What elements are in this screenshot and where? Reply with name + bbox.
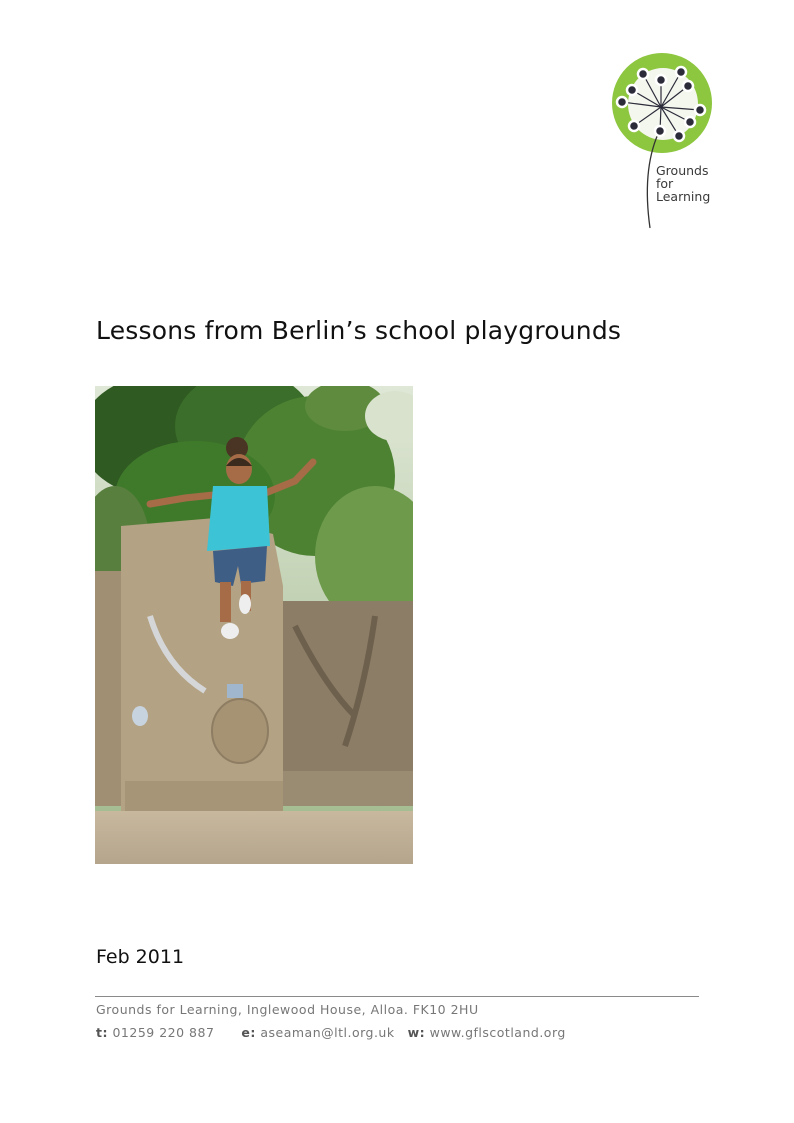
logo-line-1: Grounds bbox=[656, 163, 709, 178]
web-label: w: bbox=[407, 1025, 426, 1040]
footer-divider bbox=[95, 996, 699, 997]
phone-number: 01259 220 887 bbox=[112, 1025, 215, 1040]
logo-wordmark bbox=[656, 164, 710, 203]
website-link[interactable]: www.gflscotland.org bbox=[429, 1025, 566, 1040]
email-label: e: bbox=[241, 1025, 256, 1040]
grounds-for-learning-logo bbox=[606, 46, 726, 236]
cover-photo bbox=[95, 386, 413, 864]
logo-line-3: Learning bbox=[656, 189, 711, 204]
phone-label: t: bbox=[96, 1025, 108, 1040]
footer-address: Grounds for Learning, Inglewood House, Alloa. FK10 2HU bbox=[96, 1002, 479, 1017]
email-link[interactable]: aseaman@ltl.org.uk bbox=[260, 1025, 395, 1040]
document-title: Lessons from Berlin’s school playgrounds bbox=[96, 316, 622, 345]
photo-girl-jumping-icon bbox=[95, 386, 413, 864]
footer-contact bbox=[96, 1025, 566, 1040]
logo-line-2: for bbox=[656, 176, 674, 191]
document-date: Feb 2011 bbox=[96, 946, 185, 968]
dandelion-logo-icon bbox=[606, 46, 726, 236]
